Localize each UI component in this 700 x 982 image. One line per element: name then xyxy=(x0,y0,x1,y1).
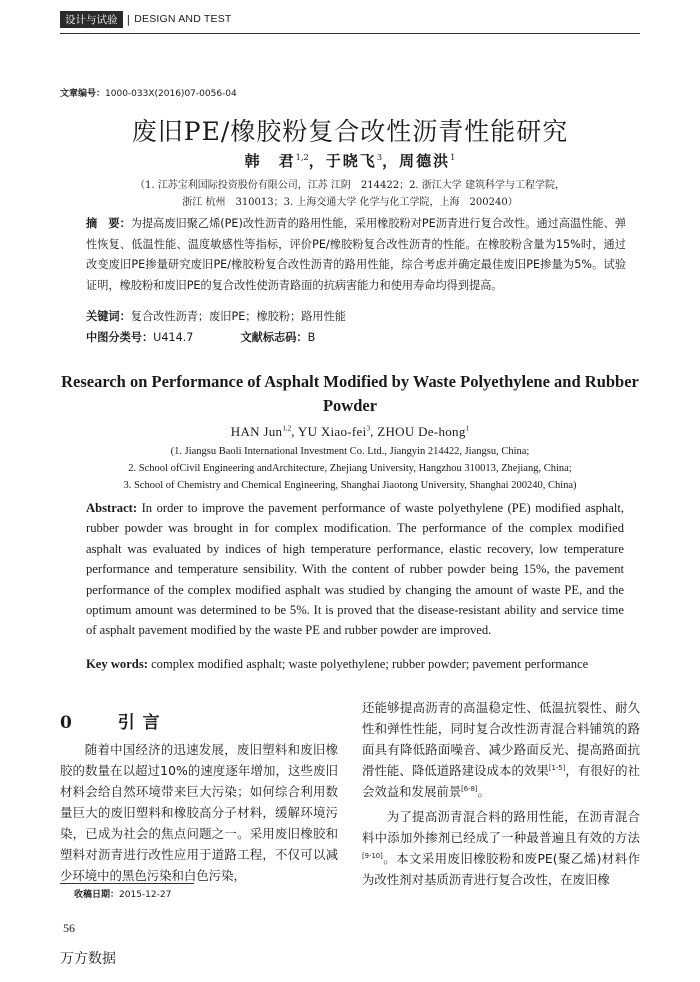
keywords-label: Key words: xyxy=(86,657,148,671)
section-number: 0 xyxy=(60,713,80,733)
citation: [9-10] xyxy=(362,851,383,860)
author-name: YU Xiao-fei xyxy=(297,424,367,439)
paragraph xyxy=(362,697,640,802)
author-affiliation-mark: 3 xyxy=(376,152,383,162)
paragraph-text: 还能够提高沥青的高温稳定性、低温抗裂性、耐久性和弹性性能，同时复合改性沥青混合料铺筑的路面具有降低路面噪音、减少路面反光、提高路面抗滑性能、降低道路建设成本的效果 xyxy=(362,700,640,778)
paragraph-text: 。 xyxy=(477,784,490,799)
title-chinese: 废旧PE/橡胶粉复合改性沥青性能研究 xyxy=(131,117,569,146)
classification-line xyxy=(86,329,626,345)
keywords-english xyxy=(86,654,624,674)
author-name: 于晓飞 xyxy=(325,152,377,170)
clc-label: 中图分类号： xyxy=(86,331,154,344)
section-heading xyxy=(60,708,168,733)
body-text-left-column: 随着中国经济的迅速发展，废旧塑料和废旧橡胶的数量在以超过10%的速度逐年增加，这些废旧材料会给自然环境带来巨大污染；如何综合利用数量巨大的废旧塑料和橡胶高分子材料，缓解环境污染，已成为社会的焦点问题之一。采用废旧橡胶和塑料对沥青进行改性应用于道路工程，不仅可以减少环境中的黑色污染和白色污染， xyxy=(60,742,338,883)
author-affiliation-mark: 3 xyxy=(366,424,371,433)
abstract-text: In order to improve the pavement performance of waste polyethylene (PE) modified asphalt, rubber powder was brought in for complex modification. The performance of the complex modified asphalt was evaluated by indices of high temperature performance, elastic recovery, low temperature performance and temperature sensibility. With the content of rubber powder being 15%, the pavement performance of the complex modified asphalt was studied by changing the amount of waste PE, and the optimum amount was determined to be 5%. It is proved that the disease-resistant ability and service time of asphalt pavement modified by the waste PE and rubber powder are improved. xyxy=(86,501,624,638)
section-title: 引言 xyxy=(117,713,168,733)
paragraph-text: ，有很好的社会效益和发展前景 xyxy=(362,763,641,799)
author-separator: , xyxy=(370,424,378,439)
received-date-footnote xyxy=(74,887,171,900)
abstract-chinese xyxy=(86,214,626,296)
keywords-chinese xyxy=(86,308,626,324)
abstract-label: Abstract: xyxy=(86,501,138,515)
authors-english xyxy=(40,424,660,440)
affiliation-chinese-line: 浙江 杭州 310013；3. 上海交通大学 化学与化工学院，上海 200240） xyxy=(182,197,518,208)
author-affiliation-mark: 1,2 xyxy=(295,152,309,162)
keywords-text: 复合改性沥青；废旧PE；橡胶粉；路用性能 xyxy=(130,310,346,323)
affiliation-chinese-line: （1. 江苏宝利国际投资股份有限公司，江苏 江阴 214422；2. 浙江大学 建筑科学与工程学院， xyxy=(135,180,565,191)
authors-chinese xyxy=(40,150,660,171)
author-name: ZHOU De-hong xyxy=(377,424,466,439)
author-separator: ， xyxy=(308,152,326,170)
clc-value: U414.7 xyxy=(153,331,194,344)
footnote-rule xyxy=(60,883,194,884)
document-code-label: 文献标志码： xyxy=(240,331,308,344)
paragraph-text: 。本文采用废旧橡胶粉和废PE(聚乙烯)材料作为改性剂对基质沥青进行复合改性，在废旧橡 xyxy=(362,851,640,887)
citation: [1-5] xyxy=(548,763,566,772)
author-separator: ， xyxy=(382,152,400,170)
page-number: 56 xyxy=(63,921,75,935)
abstract-label: 摘 要： xyxy=(86,217,131,230)
abstract-english xyxy=(86,498,624,641)
journal-header xyxy=(60,9,232,29)
journal-section-english: DESIGN AND TEST xyxy=(134,13,232,25)
keywords-label: 关键词： xyxy=(86,310,131,323)
affiliation-english-line: 2. School ofCivil Engineering andArchitecture, Zhejiang University, Hangzhou 310013, Zhejiang, China; xyxy=(128,463,572,474)
affiliation-english-line: 3. School of Chemistry and Chemical Engineering, Shanghai Jiaotong University, Shanghai 200240, China) xyxy=(123,480,577,491)
journal-section-tag: 设计与试验 xyxy=(60,11,123,28)
author-name: 周德洪 xyxy=(399,152,451,170)
body-text-right-column xyxy=(362,697,640,890)
paragraph xyxy=(362,806,640,890)
author-name: 韩 君 xyxy=(244,152,296,170)
received-date-value: 2015-12-27 xyxy=(119,890,172,900)
author-separator: , xyxy=(291,424,298,439)
author-affiliation-mark: 1 xyxy=(450,152,456,162)
author-affiliation-mark: 1,2 xyxy=(282,424,292,433)
header-separator: | xyxy=(126,12,131,26)
author-name: HAN Jun xyxy=(230,424,283,439)
article-number-label: 文章编号： xyxy=(60,89,106,99)
article-number xyxy=(60,86,237,99)
paragraph-text: 为了提高沥青混合料的路用性能，在沥青混合料中添加外掺剂已经成了一种最普遍且有效的方法 xyxy=(362,809,640,845)
document-code-value: B xyxy=(307,331,316,344)
author-affiliation-mark: 1 xyxy=(465,424,470,433)
received-date-label: 收稿日期： xyxy=(74,890,120,900)
affiliation-english-line: (1. Jiangsu Baoli International Investment Co. Ltd., Jiangyin 214422, Jiangsu, China; xyxy=(170,446,530,457)
watermark: 万方数据 xyxy=(60,951,116,967)
article-number-value: 1000-033X(2016)07-0056-04 xyxy=(105,89,237,99)
citation: [6-8] xyxy=(461,784,478,793)
header-rule xyxy=(60,33,640,34)
abstract-text: 为提高废旧聚乙烯(PE)改性沥青的路用性能，采用橡胶粉对PE沥青进行复合改性。通过高温性能、弹性恢复、低温性能、温度敏感性等指标，评价PE/橡胶粉复合改性沥青的性能。在橡胶粉含量为15%时，通过改变废旧PE掺量研究废旧PE/橡胶粉复合改性沥青的路用性能，综合考虑并确定最佳废旧PE掺量为5%。试验证明，橡胶粉和废旧PE的复合改性使沥青路面的抗病害能力和使用寿命均得到提高。 xyxy=(86,217,626,292)
keywords-text: complex modified asphalt; waste polyethylene; rubber powder; pavement performance xyxy=(151,657,589,671)
title-english: Research on Performance of Asphalt Modified by Waste Polyethylene and Rubber Powder xyxy=(61,372,639,415)
